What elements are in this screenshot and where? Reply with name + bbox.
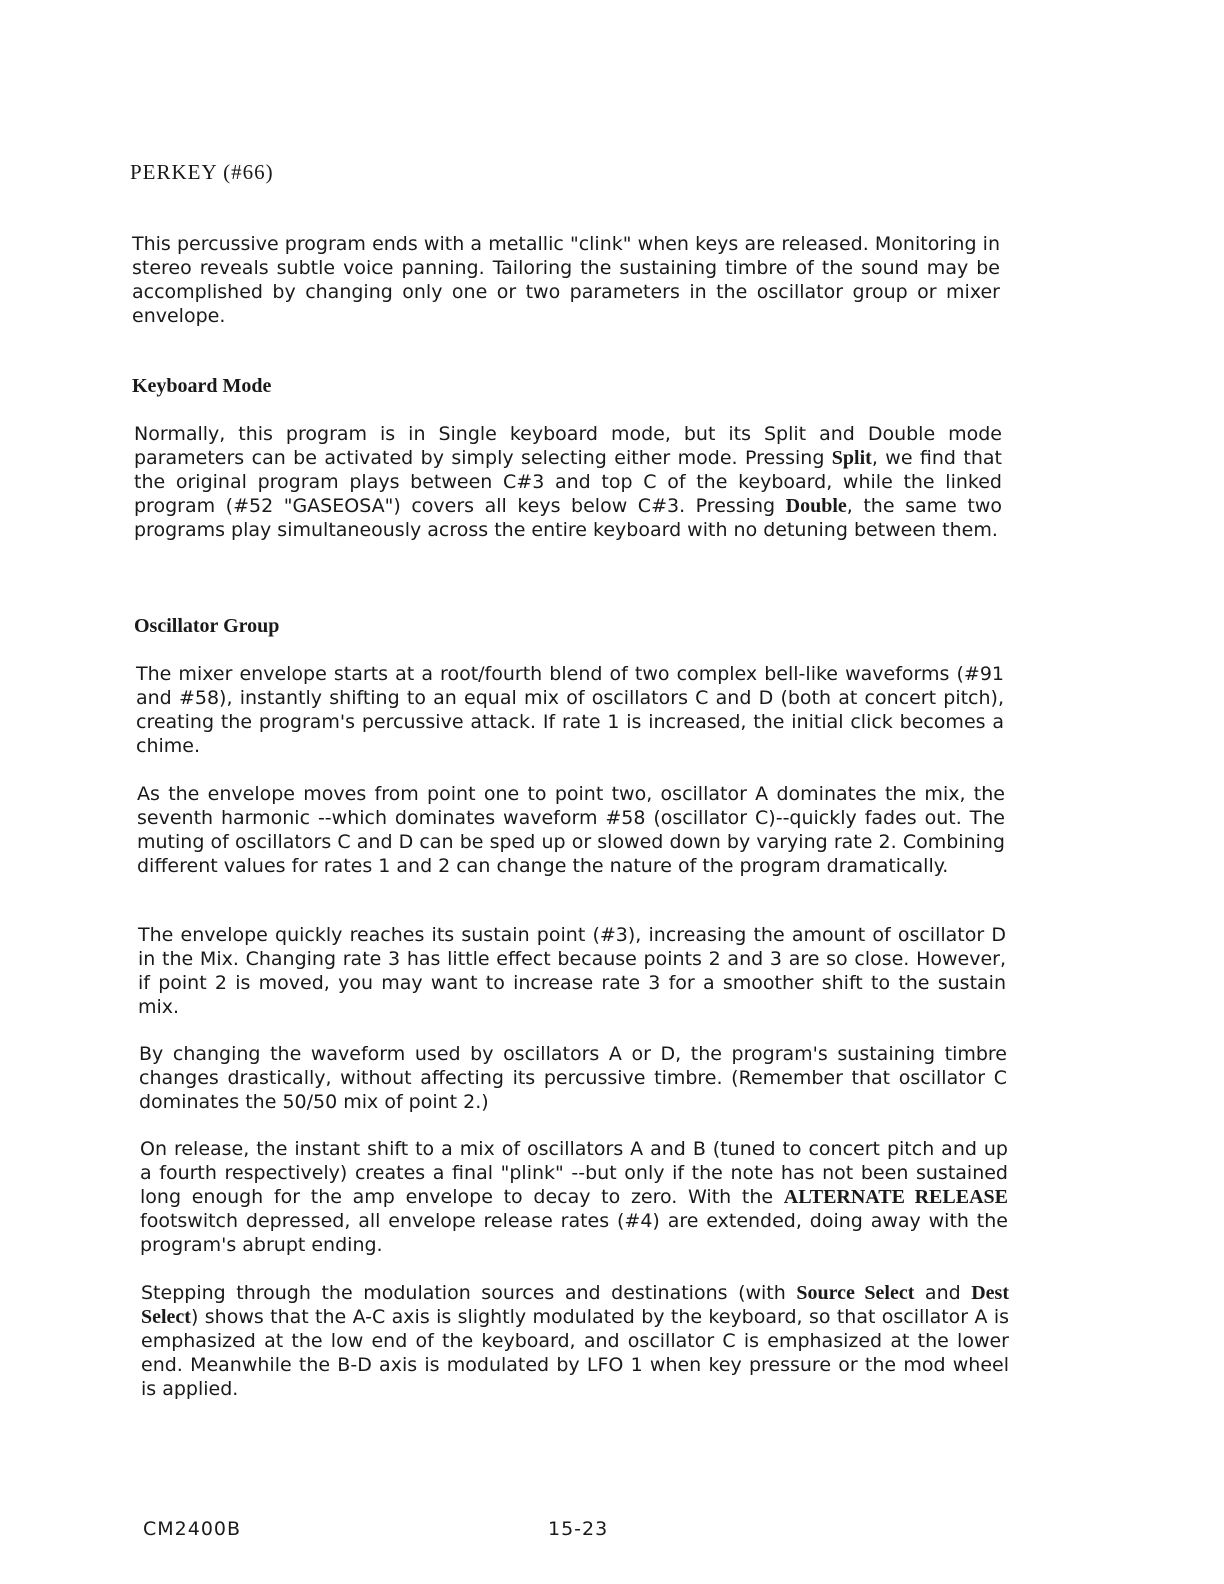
- oscillator-paragraph-1: The mixer envelope starts at a root/fourth blend of two complex bell-like waveforms (#91 and #58), instantly shifting to an equal mix of oscillators C and D (both at concert pitch), creating the program's percussive attack. If rate 1 is increased, the initial click becomes a chime.: [136, 663, 1004, 757]
- oscillator-paragraph-2: As the envelope moves from point one to point two, oscillator A dominates the mix, the seventh harmonic --which dominates waveform #58 (oscillator C)--quickly fades out. The muting of oscillators C and D can be sped up or slowed down by varying rate 2. Combining different values for rates 1 and 2 can change the nature of the program dramatically.: [137, 783, 1005, 877]
- text-run: and: [914, 1282, 972, 1304]
- text-run: Normally, this program is in Single keyboard mode, but its Split and Double mode parameters can be activated by simply selecting either mode. Pressing: [134, 423, 1002, 469]
- intro-paragraph: This percussive program ends with a metallic "clink" when keys are released. Monitoring in stereo reveals subtle voice panning. Tailoring the sustaining timbre of the sound may be accomplished by changing only one or two parameters in the oscillator group or mixer envelope.: [132, 233, 1000, 327]
- text-run: footswitch depressed, all envelope release rates (#4) are extended, doing away with the program's abrupt ending.: [140, 1210, 1008, 1256]
- text-run: On release, the instant shift to a mix of oscillators A and B (tuned to concert pitch and up a fourth respectively) creates a final "plink" --but only if the note has not been sustained long enough for the amp envelope to decay to zero. With the: [140, 1138, 1008, 1208]
- split-button-reference: Split: [831, 447, 872, 469]
- section-heading-keyboard-mode: Keyboard Mode: [132, 375, 272, 397]
- footer-page-number: 15-23: [548, 1518, 609, 1540]
- dest-select-reference: Dest Select: [141, 1282, 1009, 1328]
- text-run: Stepping through the modulation sources and destinations (with: [141, 1282, 797, 1304]
- source-select-reference: Source Select: [796, 1282, 915, 1304]
- text-run: , we find that the original program plays between C#3 and top C of the keyboard, while the linked program (#52 "GASEOSA") covers all keys below C#3. Pressing: [134, 447, 1002, 517]
- oscillator-paragraph-4: By changing the waveform used by oscillators A or D, the program's sustaining timbre changes drastically, without affecting its percussive timbre. (Remember that oscillator C dominates the 50/50 mix of point 2.): [139, 1043, 1007, 1113]
- footer-doc-id: CM2400B: [143, 1518, 242, 1540]
- double-button-reference: Double: [785, 495, 847, 517]
- oscillator-paragraph-5: [140, 1137, 1008, 1257]
- alternate-release-reference: ALTERNATE RELEASE: [783, 1186, 1008, 1208]
- oscillator-paragraph-3: The envelope quickly reaches its sustain point (#3), increasing the amount of oscillator D in the Mix. Changing rate 3 has little effect because points 2 and 3 are so close. However, if point 2 is moved, you may want to increase rate 3 for a smoother shift to the sustain mix.: [138, 924, 1006, 1018]
- section-heading-oscillator-group: Oscillator Group: [134, 615, 280, 637]
- text-run: , the same two programs play simultaneously across the entire keyboard with no detuning between them.: [134, 495, 1002, 541]
- text-run: ) shows that the A-C axis is slightly modulated by the keyboard, so that oscillator A is emphasized at the low end of the keyboard, and oscillator C is emphasized at the lower end. Meanwhile the B-D axis is modulated by LFO 1 when key pressure or the mod wheel is applied.: [141, 1306, 1009, 1400]
- keyboard-mode-paragraph: [134, 422, 1002, 542]
- oscillator-paragraph-6: [141, 1281, 1009, 1401]
- page-title: PERKEY (#66): [130, 160, 274, 184]
